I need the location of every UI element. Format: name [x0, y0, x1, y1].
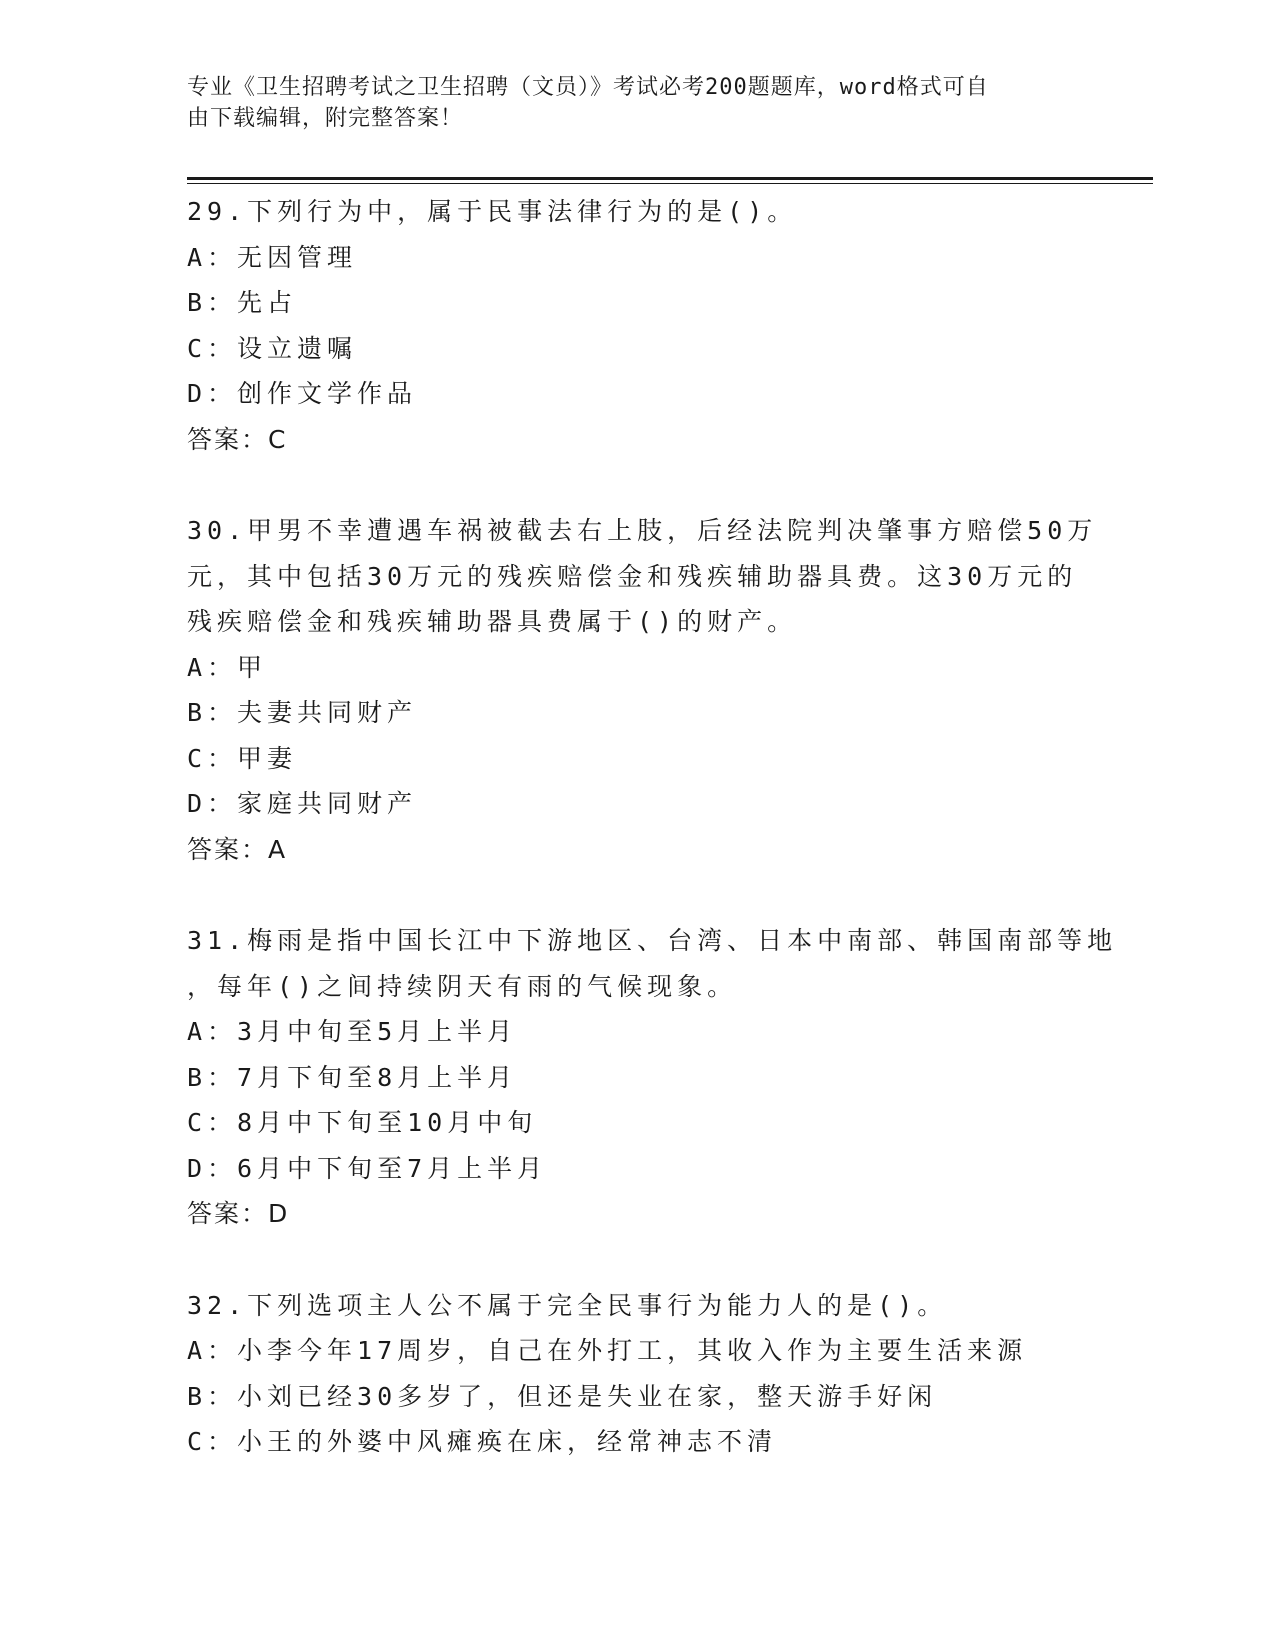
- stem-line: 元，其中包括30万元的残疾赔偿金和残疾辅助器具费。这30万元的: [187, 561, 1078, 591]
- option-d: D：6月中下旬至7月上半月: [187, 1153, 548, 1183]
- option-a: A：无因管理: [187, 242, 358, 272]
- question-30: [187, 508, 1098, 872]
- answer-value: D: [268, 1199, 290, 1228]
- option-c: C：设立遗嘱: [187, 333, 358, 363]
- question-31: [187, 918, 1118, 1237]
- question-32: [187, 1283, 1087, 1465]
- option-d: D：家庭共同财产: [187, 789, 418, 818]
- stem-line: 29.下列行为中，属于民事法律行为的是()。: [187, 197, 798, 226]
- option-c: C：8月中下旬至10月中旬: [187, 1108, 538, 1137]
- option-b: B：7月下旬至8月上半月: [187, 1062, 518, 1092]
- option-d: D：创作文学作品: [187, 379, 418, 408]
- answer-value: C: [268, 424, 288, 454]
- option-c: C：甲妻: [187, 743, 298, 773]
- header-divider-thin: [187, 183, 1153, 184]
- stem-line: 30.甲男不幸遭遇车祸被截去右上肢，后经法院判决肇事方赔偿50万: [187, 516, 1098, 545]
- answer-label: 答案：: [187, 424, 269, 454]
- stem-line: ，每年()之间持续阴天有雨的气候现象。: [187, 971, 738, 1001]
- question-list: [187, 189, 1118, 1511]
- option-a: A：小李今年17周岁，自己在外打工，其收入作为主要生活来源: [187, 1336, 1028, 1365]
- question-stem: [187, 918, 1118, 1009]
- option-b: B：先占: [187, 288, 298, 317]
- option-b: B：夫妻共同财产: [187, 698, 418, 727]
- answer-label: 答案：: [187, 834, 269, 864]
- answer-line: [187, 1191, 1087, 1237]
- stem-line: 32.下列选项主人公不属于完全民事行为能力人的是()。: [187, 1290, 948, 1320]
- document-header: [187, 72, 1067, 134]
- stem-line: 残疾赔偿金和残疾辅助器具费属于()的财产。: [187, 607, 798, 636]
- stem-line: 31.梅雨是指中国长江中下游地区、台湾、日本中南部、韩国南部等地: [187, 926, 1118, 955]
- answer-line: [187, 827, 1087, 873]
- answer-value: A: [268, 834, 288, 864]
- header-line-1: 专业《卫生招聘考试之卫生招聘（文员）》考试必考200题题库，word格式可自: [187, 75, 989, 100]
- option-a: A：3月中旬至5月上半月: [187, 1017, 518, 1046]
- question-29: [187, 189, 1087, 462]
- option-a: A：甲: [187, 652, 268, 682]
- question-stem: [187, 1283, 1087, 1329]
- option-c: C：小王的外婆中风瘫痪在床，经常神志不清: [187, 1427, 778, 1456]
- question-stem: [187, 508, 1098, 645]
- header-line-2: 由下载编辑，附完整答案！: [187, 106, 464, 131]
- answer-label: 答案：: [187, 1199, 269, 1228]
- answer-line: [187, 417, 1087, 463]
- header-divider-thick: [187, 177, 1153, 180]
- option-b: B：小刘已经30多岁了，但还是失业在家，整天游手好闲: [187, 1381, 938, 1411]
- question-stem: [187, 189, 1087, 235]
